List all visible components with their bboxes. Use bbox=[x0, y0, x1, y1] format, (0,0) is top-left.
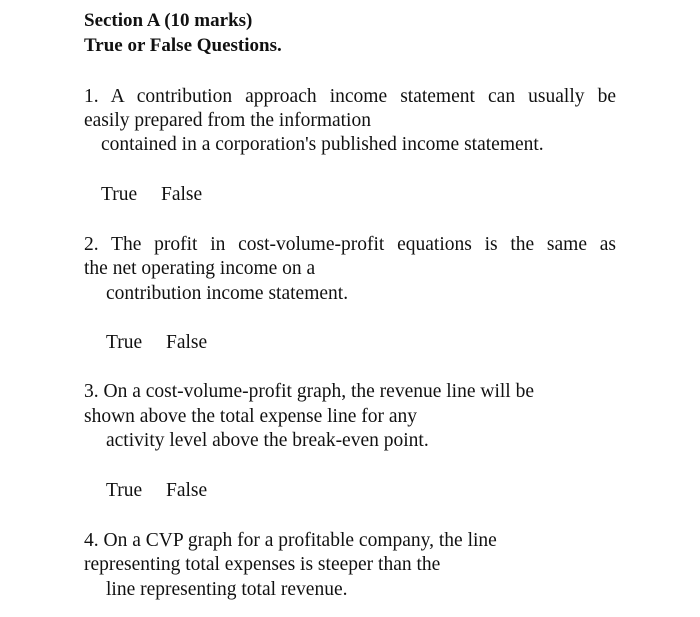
question-4-line-1: 4. On a CVP graph for a profitable company, the line bbox=[84, 530, 497, 551]
question-3-option-false: False bbox=[166, 480, 208, 501]
question-3-line-3: activity level above the break-even point. bbox=[106, 430, 429, 451]
question-1-line-3: contained in a corporation's published income statement. bbox=[101, 134, 544, 155]
question-1-option-false: False bbox=[161, 184, 203, 205]
question-1-line-2: easily prepared from the information bbox=[84, 110, 371, 131]
question-1-option-true: True bbox=[101, 184, 138, 205]
question-2-option-true: True bbox=[106, 332, 143, 353]
question-1-line-1: 1. A contribution approach income statement can usually be bbox=[84, 86, 616, 107]
question-3-line-1: 3. On a cost-volume-profit graph, the revenue line will be bbox=[84, 381, 534, 402]
section-subtitle: True or False Questions. bbox=[84, 35, 282, 56]
question-2-line-1: 2. The profit in cost-volume-profit equations is the same as bbox=[84, 234, 616, 255]
question-2-line-2: the net operating income on a bbox=[84, 258, 316, 279]
question-3-option-true: True bbox=[106, 480, 143, 501]
question-4-line-2: representing total expenses is steeper than the bbox=[84, 554, 441, 575]
question-2-line-3: contribution income statement. bbox=[106, 283, 349, 304]
question-2-option-false: False bbox=[166, 332, 208, 353]
section-title: Section A (10 marks) bbox=[84, 10, 253, 31]
question-3-line-2: shown above the total expense line for any bbox=[84, 406, 418, 427]
question-4-line-3: line representing total revenue. bbox=[106, 579, 348, 600]
